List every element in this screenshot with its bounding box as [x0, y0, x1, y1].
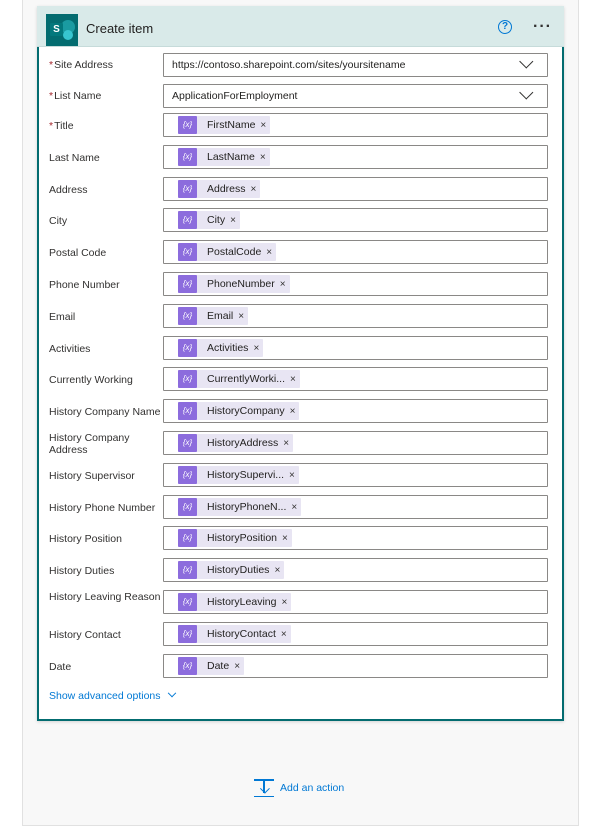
dynamic-content-token[interactable] [178, 307, 248, 325]
variable-icon: {x} [178, 529, 197, 547]
dynamic-content-token[interactable] [178, 434, 293, 452]
variable-icon: {x} [178, 434, 197, 452]
field-input[interactable] [163, 399, 548, 423]
site-address-dropdown[interactable] [163, 53, 548, 77]
remove-token-icon[interactable]: × [230, 214, 236, 226]
field-label: City [49, 215, 68, 227]
field-input[interactable] [163, 177, 548, 201]
dynamic-content-token[interactable] [178, 211, 240, 229]
list-name-dropdown[interactable] [163, 84, 548, 108]
remove-token-icon[interactable]: × [291, 501, 298, 513]
chevron-down-icon [167, 689, 175, 697]
remove-token-icon[interactable]: × [282, 532, 288, 544]
field-input[interactable] [163, 336, 548, 360]
field-label: Currently Working [49, 374, 133, 386]
field-label: Address [49, 184, 88, 196]
token-label: HistoryPosition [207, 532, 278, 544]
remove-token-icon[interactable]: × [279, 278, 286, 290]
dynamic-content-token[interactable] [178, 180, 260, 198]
field-label: Last Name [49, 152, 100, 164]
field-label: History Contact [49, 629, 121, 641]
field-input[interactable] [163, 431, 548, 455]
field-label: History Phone Number [49, 502, 156, 514]
field-input[interactable] [163, 304, 548, 328]
field-input[interactable] [163, 208, 548, 232]
field-label: History Position [49, 533, 122, 545]
field-input[interactable] [163, 272, 548, 296]
list-name-label: *List Name [49, 90, 102, 102]
token-label: City [207, 214, 226, 226]
token-label: HistoryContact [207, 628, 276, 640]
field-label: *Title [49, 120, 74, 132]
chevron-down-icon[interactable] [519, 54, 533, 68]
field-input[interactable] [163, 113, 548, 137]
token-label: PostalCode [207, 246, 262, 258]
dynamic-content-token[interactable] [178, 529, 292, 547]
sharepoint-icon: S [46, 14, 78, 46]
field-label: Date [49, 661, 72, 673]
dynamic-content-token[interactable] [178, 498, 301, 516]
dynamic-content-token[interactable] [178, 657, 244, 675]
dynamic-content-token[interactable] [178, 466, 299, 484]
token-label: Email [207, 310, 234, 322]
remove-token-icon[interactable]: × [289, 469, 295, 481]
add-action-icon [254, 779, 274, 797]
token-label: LastName [207, 151, 255, 163]
field-input[interactable] [163, 367, 548, 391]
variable-icon: {x} [178, 657, 197, 675]
dynamic-content-token[interactable] [178, 402, 299, 420]
list-name-value: ApplicationForEmployment [172, 90, 298, 102]
field-input[interactable] [163, 240, 548, 264]
card-title: Create item [86, 21, 154, 36]
remove-token-icon[interactable]: × [289, 405, 296, 417]
dynamic-content-token[interactable] [178, 116, 270, 134]
chevron-down-icon[interactable] [519, 85, 533, 99]
variable-icon: {x} [178, 307, 197, 325]
dynamic-content-token[interactable] [178, 593, 291, 611]
remove-token-icon[interactable]: × [281, 596, 288, 608]
remove-token-icon[interactable]: × [290, 373, 296, 385]
token-label: Address [207, 183, 246, 195]
variable-icon: {x} [178, 211, 197, 229]
token-label: HistoryPhoneN... [207, 501, 287, 513]
token-label: FirstName [207, 119, 256, 131]
variable-icon: {x} [178, 498, 197, 516]
token-label: HistorySupervi... [207, 469, 285, 481]
field-input[interactable] [163, 526, 548, 550]
remove-token-icon[interactable]: × [266, 246, 273, 258]
dynamic-content-token[interactable] [178, 275, 290, 293]
variable-icon: {x} [178, 466, 197, 484]
field-input[interactable] [163, 145, 548, 169]
remove-token-icon[interactable]: × [250, 183, 257, 195]
token-label: HistoryLeaving [207, 596, 277, 608]
field-label: History Company Address [49, 432, 130, 456]
show-advanced-options[interactable]: Show advanced options [49, 690, 175, 702]
remove-token-icon[interactable]: × [238, 310, 245, 322]
remove-token-icon[interactable]: × [234, 660, 241, 672]
dynamic-content-token[interactable] [178, 625, 291, 643]
variable-icon: {x} [178, 180, 197, 198]
site-address-label: *Site Address [49, 59, 114, 71]
field-input[interactable] [163, 590, 548, 614]
field-input[interactable] [163, 654, 548, 678]
token-label: PhoneNumber [207, 278, 275, 290]
field-input[interactable] [163, 495, 548, 519]
field-label: Phone Number [49, 279, 120, 291]
remove-token-icon[interactable]: × [253, 342, 260, 354]
token-label: HistoryCompany [207, 405, 285, 417]
field-label: Email [49, 311, 76, 323]
token-label: CurrentlyWorki... [207, 373, 285, 385]
variable-icon: {x} [178, 339, 197, 357]
variable-icon: {x} [178, 148, 197, 166]
token-label: HistoryAddress [207, 437, 279, 449]
variable-icon: {x} [178, 625, 197, 643]
variable-icon: {x} [178, 275, 197, 293]
token-label: Date [207, 660, 230, 672]
site-address-value: https://contoso.sharepoint.com/sites/yoursitename [172, 59, 406, 71]
field-label: History Duties [49, 565, 115, 577]
field-label: History Supervisor [49, 470, 135, 482]
remove-token-icon[interactable]: × [259, 151, 266, 163]
remove-token-icon[interactable]: × [260, 119, 267, 131]
variable-icon: {x} [178, 243, 197, 261]
dynamic-content-token[interactable] [178, 148, 270, 166]
variable-icon: {x} [178, 593, 197, 611]
dynamic-content-token[interactable] [178, 561, 284, 579]
field-input[interactable] [163, 622, 548, 646]
card-border [37, 6, 39, 721]
variable-icon: {x} [178, 561, 197, 579]
field-label: Postal Code [49, 247, 107, 259]
remove-token-icon[interactable]: × [280, 628, 287, 640]
dynamic-content-token[interactable] [178, 339, 263, 357]
variable-icon: {x} [178, 370, 197, 388]
remove-token-icon[interactable]: × [274, 564, 281, 576]
dynamic-content-token[interactable] [178, 370, 300, 388]
field-input[interactable] [163, 558, 548, 582]
field-label: History Leaving Reason [49, 591, 161, 603]
help-circle-icon[interactable]: ? [498, 20, 512, 34]
card-border [562, 6, 564, 721]
add-action-label: Add an action [280, 782, 345, 794]
variable-icon: {x} [178, 116, 197, 134]
dynamic-content-token[interactable] [178, 243, 276, 261]
field-label: History Company Name [49, 406, 161, 418]
more-icon[interactable]: ··· [533, 18, 552, 35]
field-input[interactable] [163, 463, 548, 487]
token-label: HistoryDuties [207, 564, 270, 576]
variable-icon: {x} [178, 402, 197, 420]
remove-token-icon[interactable]: × [283, 437, 290, 449]
card-border [37, 719, 564, 721]
token-label: Activities [207, 342, 249, 354]
field-label: Activities [49, 343, 91, 355]
add-action-button[interactable] [254, 779, 344, 797]
